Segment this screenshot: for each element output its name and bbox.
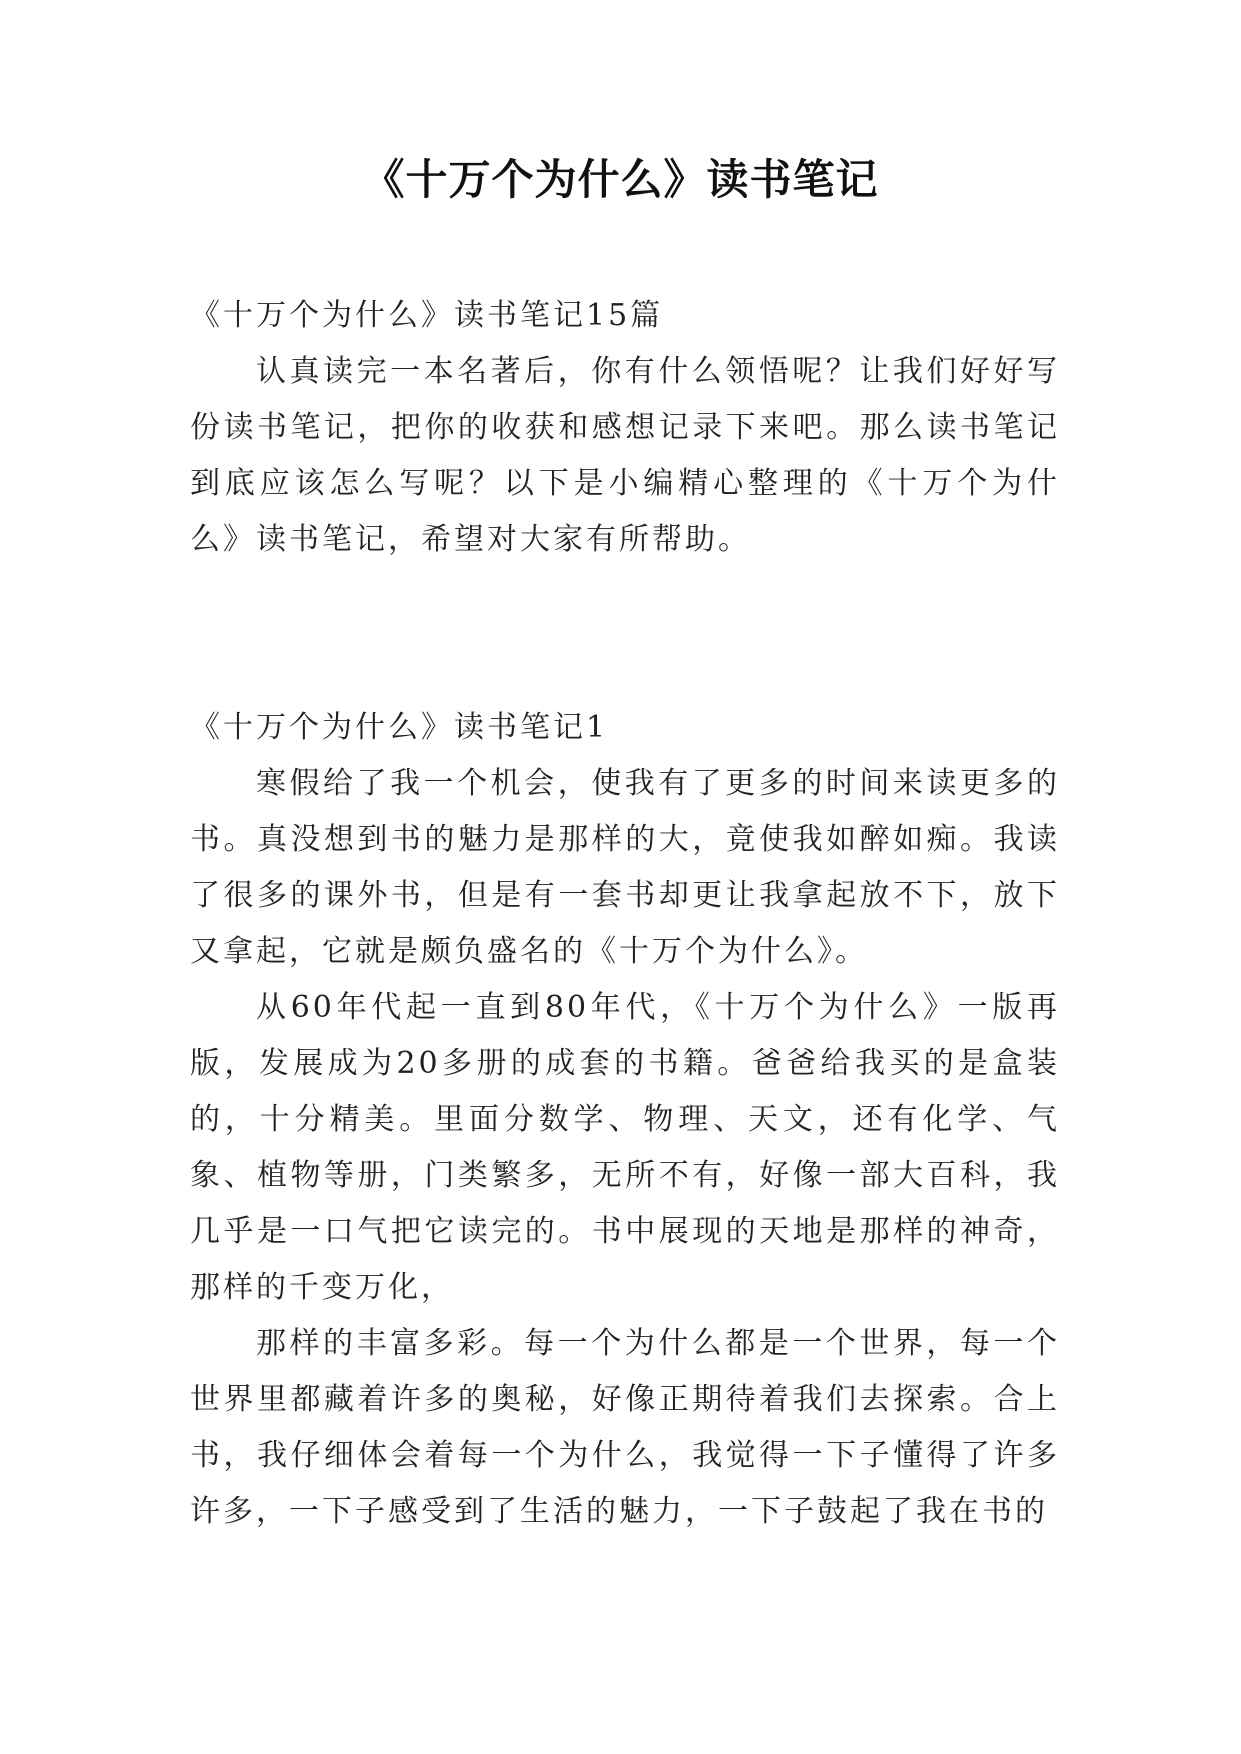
intro-section xyxy=(190,288,1060,568)
section-1-paragraph-1: 寒假给了我一个机会，使我有了更多的时间来读更多的书。真没想到书的魅力是那样的大，竟使我如醉如痴。我读了很多的课外书，但是有一套书却更让我拿起放不下，放下又拿起，它就是颇负盛名的《十万个为什么》。 xyxy=(190,766,1060,969)
section-1 xyxy=(190,700,1060,1540)
section-1-heading: 《十万个为什么》读书笔记1 xyxy=(190,710,609,745)
section-1-paragraph-2: 从60年代起一直到80年代，《十万个为什么》一版再版，发展成为20多册的成套的书籍。爸爸给我买的是盒装的，十分精美。里面分数学、物理、天文，还有化学、气象、植物等册，门类繁多，无所不有，好像一部大百科，我几乎是一口气把它读完的。书中展现的天地是那样的神奇，那样的千变万化， xyxy=(190,990,1060,1305)
intro-subtitle: 《十万个为什么》读书笔记15篇 xyxy=(190,298,664,333)
intro-paragraph: 认真读完一本名著后，你有什么领悟呢？让我们好好写份读书笔记，把你的收获和感想记录下来吧。那么读书笔记到底应该怎么写呢？以下是小编精心整理的《十万个为什么》读书笔记，希望对大家有所帮助。 xyxy=(190,354,1060,557)
document-title: 《十万个为什么》读书笔记 xyxy=(362,155,879,204)
section-1-paragraph-3: 那样的丰富多彩。每一个为什么都是一个世界，每一个世界里都藏着许多的奥秘，好像正期待着我们去探索。合上书，我仔细体会着每一个为什么，我觉得一下子懂得了许多许多，一下子感受到了生活的魅力，一下子鼓起了我在书的 xyxy=(190,1326,1060,1529)
